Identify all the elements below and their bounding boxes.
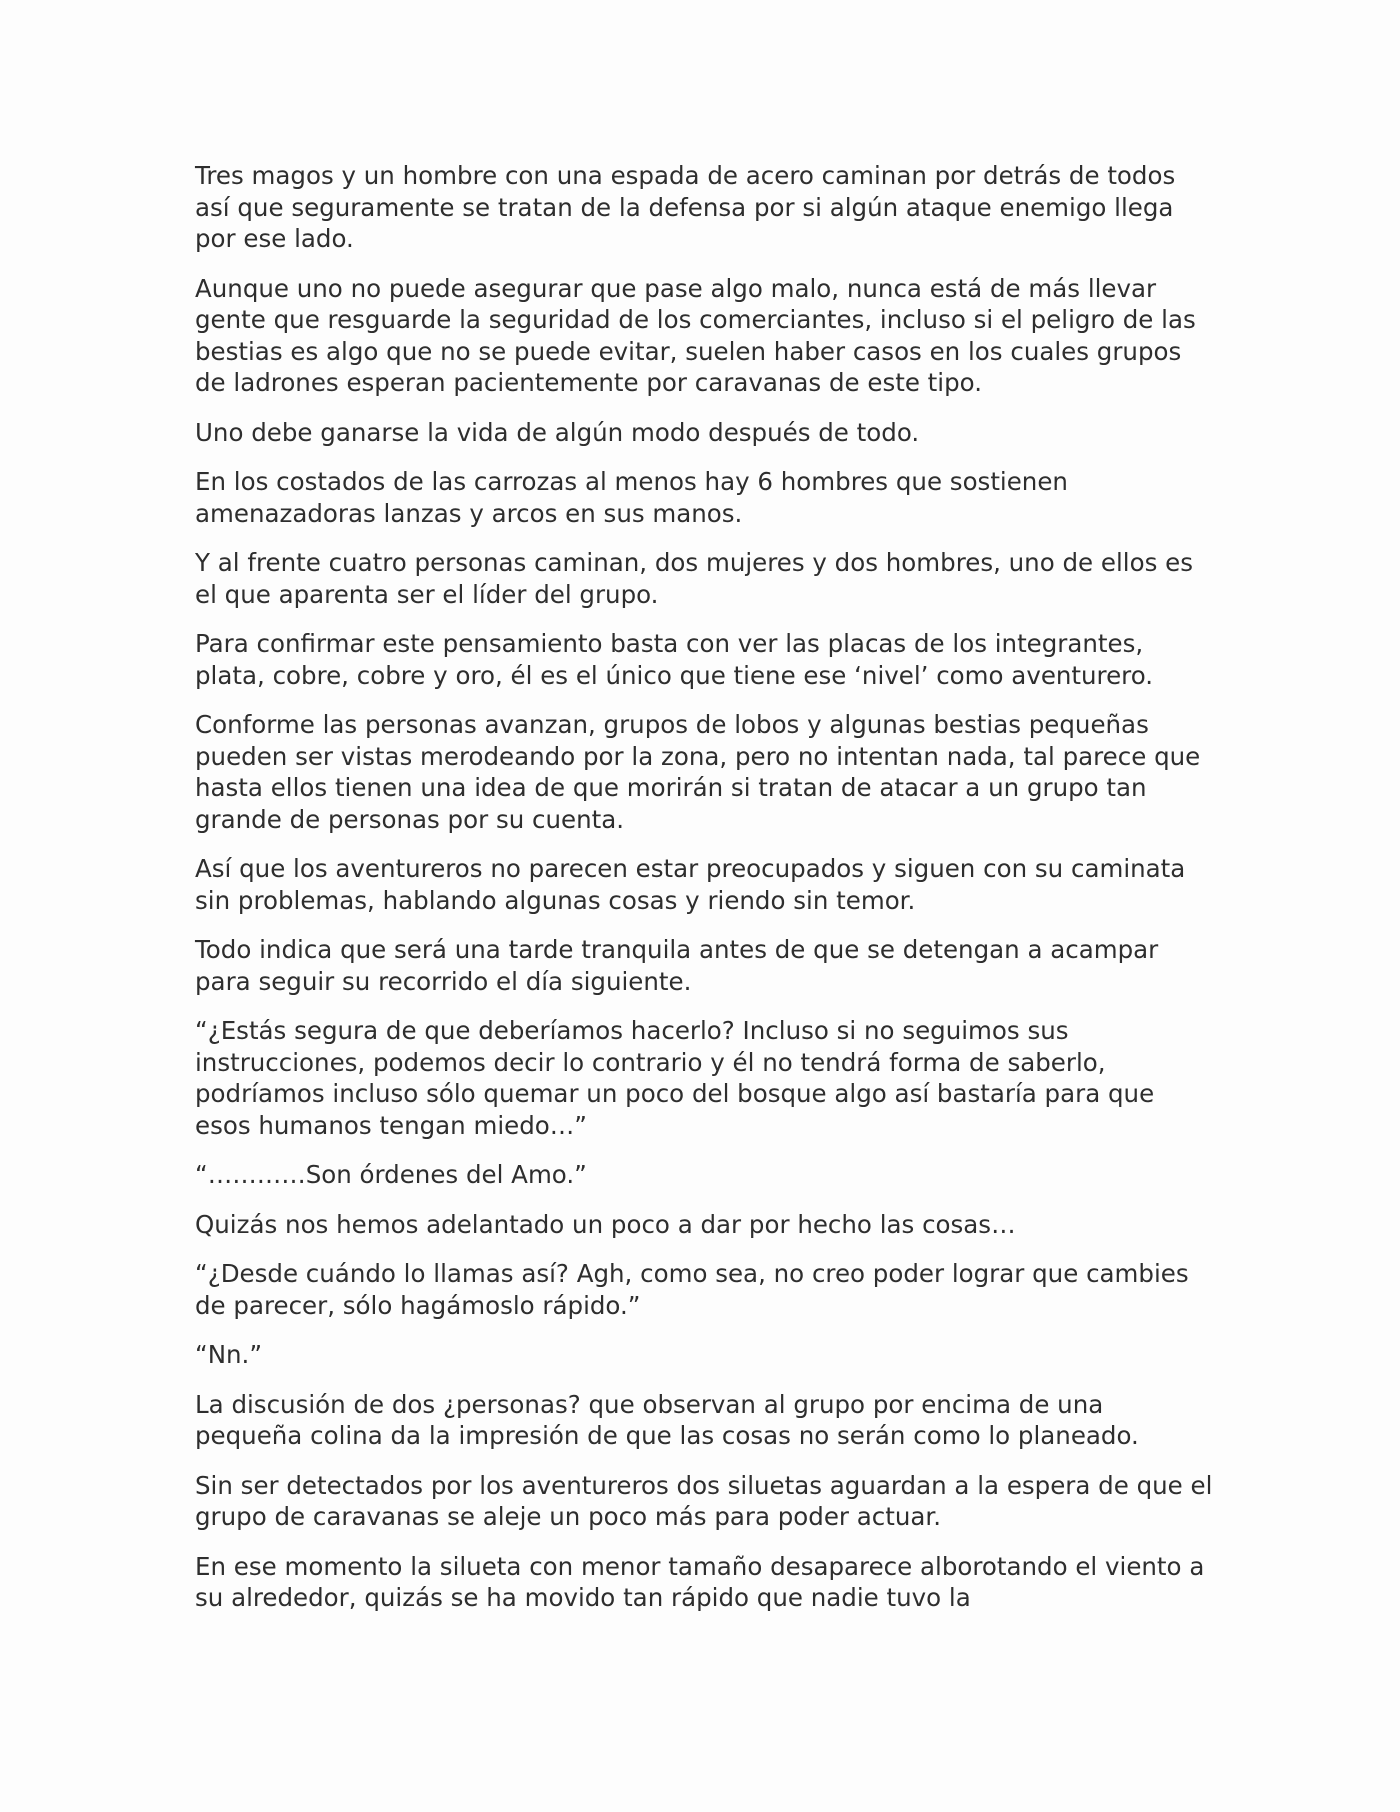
paragraph: Todo indica que será una tarde tranquila antes de que se detengan a acampar para seguir su recorrido el día siguiente. [195,935,1159,996]
paragraph: Conforme las personas avanzan, grupos de lobos y algunas bestias pequeñas pueden ser vistas merodeando por la zona, pero no intentan nada, tal parece que hasta ellos tienen una idea de que morirán si tratan de atacar a un grupo tan grande de personas por su cuenta. [195,710,1201,834]
paragraph: Quizás nos hemos adelantado un poco a dar por hecho las cosas… [195,1209,1016,1239]
paragraph: “Nn.” [195,1340,263,1369]
paragraph: Sin ser detectados por los aventureros dos siluetas aguardan a la espera de que el grupo de caravanas se aleje un poco más para poder actuar. [195,1470,1213,1531]
paragraph: Para confirmar este pensamiento basta con ver las placas de los integrantes, plata, cobre, cobre y oro, él es el único que tiene ese ‘nivel’ como aventurero. [195,629,1154,690]
paragraph: La discusión de dos ¿personas? que observan al grupo por encima de una pequeña colina da la impresión de que las cosas no serán como lo planeado. [195,1389,1139,1450]
paragraph: En los costados de las carrozas al menos hay 6 hombres que sostienen amenazadoras lanzas y arcos en sus manos. [195,467,1068,528]
paragraph: Aunque uno no puede asegurar que pase algo malo, nunca está de más llevar gente que resguarde la seguridad de los comerciantes, incluso si el peligro de las bestias es algo que no se puede evitar, suelen haber casos en los cuales grupos de ladrones esperan pacientemente por caravanas de este tipo. [195,273,1196,397]
paragraph: En ese momento la silueta con menor tamaño desaparece alborotando el viento a su alrededor, quizás se ha movido tan rápido que nadie tuvo la [195,1551,1205,1612]
paragraph: Y al frente cuatro personas caminan, dos mujeres y dos hombres, uno de ellos es el que aparenta ser el líder del grupo. [195,548,1193,609]
paragraph: Así que los aventureros no parecen estar preocupados y siguen con su caminata sin problemas, hablando algunas cosas y riendo sin temor. [195,854,1186,915]
paragraph: “¿Desde cuándo lo llamas así? Agh, como sea, no creo poder lograr que cambies de parecer, sólo hagámoslo rápido.” [195,1259,1189,1320]
paragraph: “…………Son órdenes del Amo.” [195,1160,587,1189]
paragraph: Tres magos y un hombre con una espada de acero caminan por detrás de todos así que seguramente se tratan de la defensa por si algún ataque enemigo llega por ese lado. [195,161,1176,253]
paragraph: “¿Estás segura de que deberíamos hacerlo? Incluso si no seguimos sus instrucciones, podemos decir lo contrario y él no tendrá forma de saberlo, podríamos incluso sólo quemar un poco del bosque algo así bastaría para que esos humanos tengan miedo…” [195,1016,1155,1140]
document-body [195,160,1215,1632]
paragraph: Uno debe ganarse la vida de algún modo después de todo. [195,417,920,447]
